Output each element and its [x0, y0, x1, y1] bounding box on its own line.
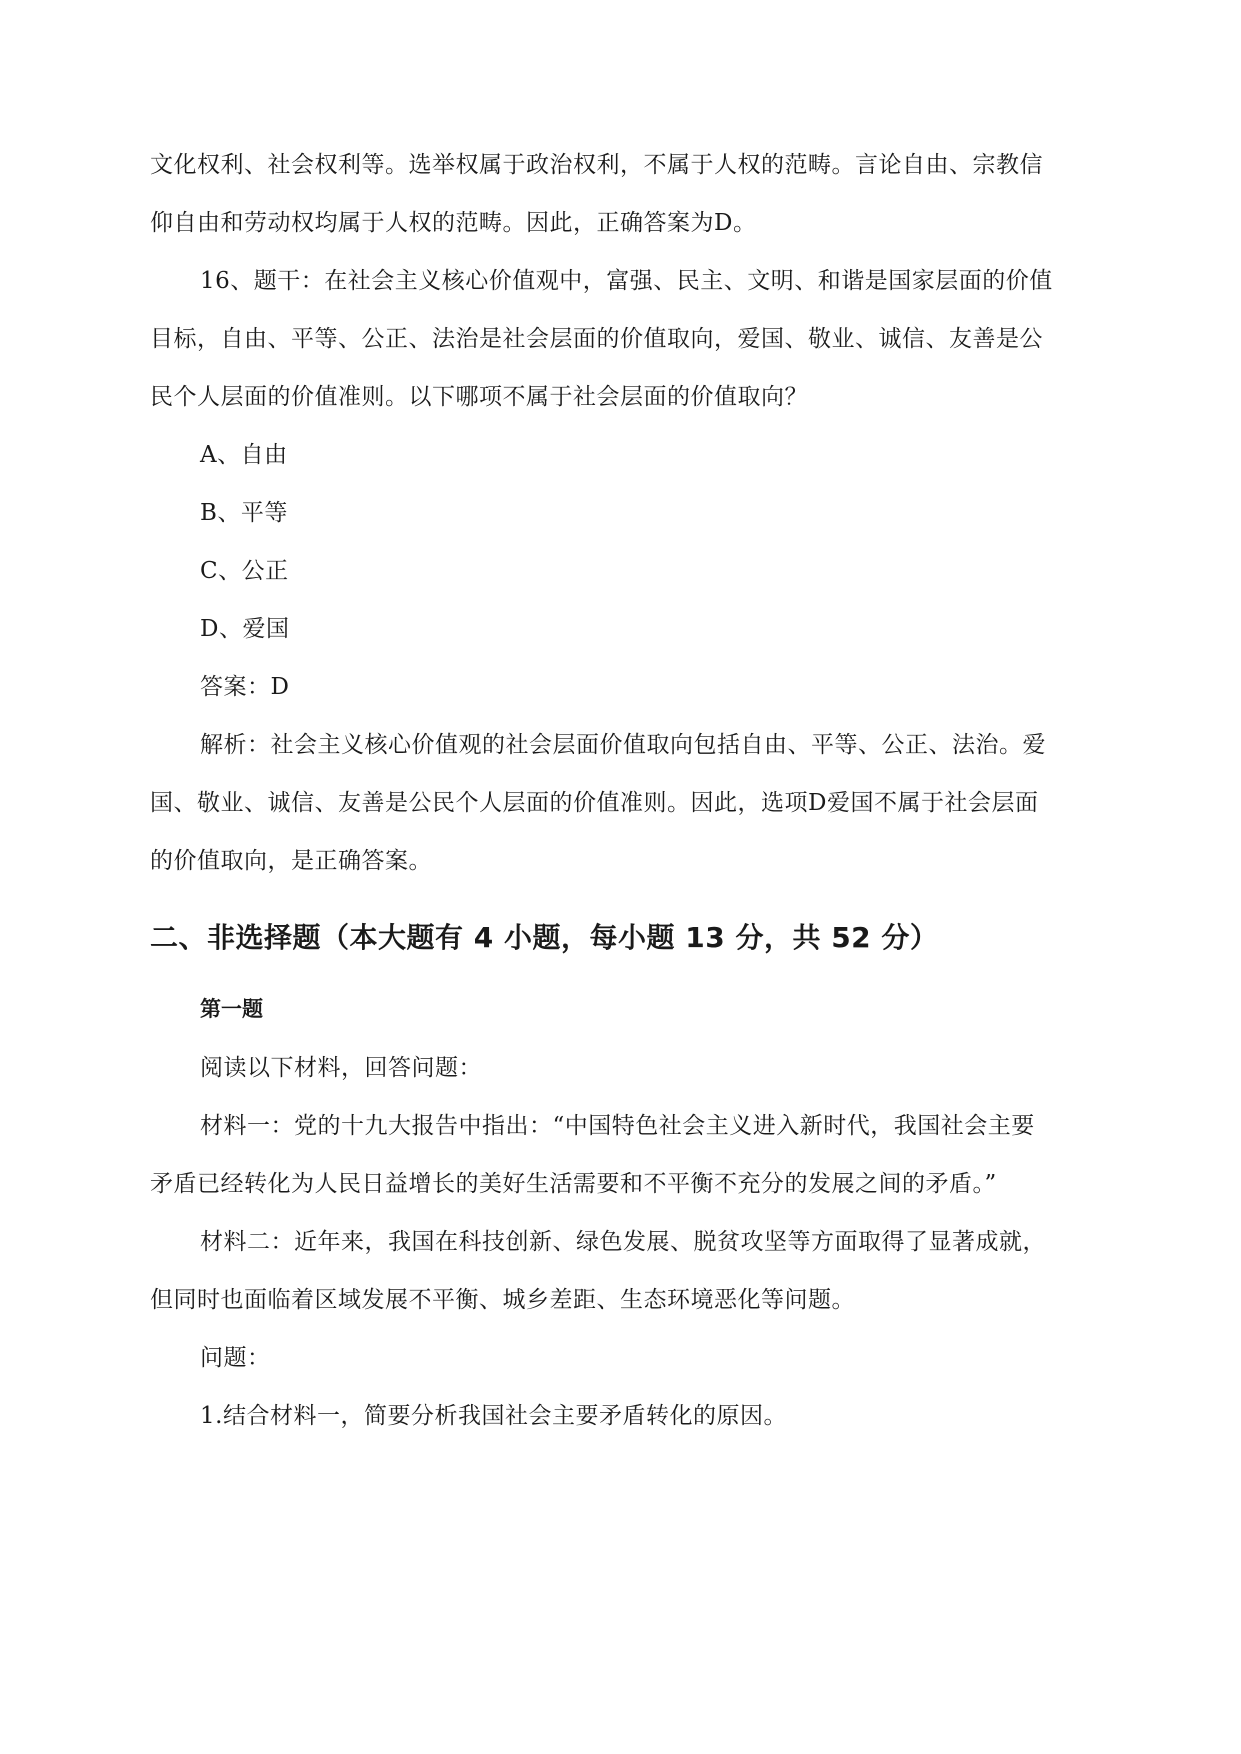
questions-label: 问题： — [200, 1345, 271, 1371]
explanation-line-2: 仰自由和劳动权均属于人权的范畴。因此，正确答案为D。 — [150, 210, 757, 236]
material-2-line-1: 材料二：近年来，我国在科技创新、绿色发展、脱贫攻坚等方面取得了显著成就， — [200, 1229, 1046, 1255]
question-16-answer: 答案：D — [200, 674, 290, 700]
section-2-question-1-title: 第一题 — [200, 997, 263, 1021]
section-2-heading: 二、非选择题（本大题有 4 小题，每小题 13 分，共 52 分） — [150, 921, 939, 954]
explanation-line-1: 文化权利、社会权利等。选举权属于政治权利，不属于人权的范畴。言论自由、宗教信 — [150, 152, 1043, 178]
question-16-stem-line-1: 16、题干：在社会主义核心价值观中，富强、民主、文明、和谐是国家层面的价值 — [200, 268, 1053, 294]
question-16-option-d: D、爱国 — [200, 616, 290, 642]
question-16-stem-line-3: 民个人层面的价值准则。以下哪项不属于社会层面的价值取向？ — [150, 384, 808, 410]
question-16-option-a: A、自由 — [200, 442, 288, 468]
material-1-line-2: 矛盾已经转化为人民日益增长的美好生活需要和不平衡不充分的发展之间的矛盾。” — [150, 1171, 997, 1197]
question-16-option-b: B、平等 — [200, 500, 288, 526]
question-16-option-c: C、公正 — [200, 558, 289, 584]
question-16-analysis-line-3: 的价值取向，是正确答案。 — [150, 848, 432, 874]
material-2-line-2: 但同时也面临着区域发展不平衡、城乡差距、生态环境恶化等问题。 — [150, 1287, 855, 1313]
material-1-line-1: 材料一：党的十九大报告中指出：“中国特色社会主义进入新时代，我国社会主要 — [200, 1113, 1035, 1139]
section-2-question-1-intro: 阅读以下材料，回答问题： — [200, 1055, 482, 1081]
question-16-analysis-line-1: 解析：社会主义核心价值观的社会层面价值取向包括自由、平等、公正、法治。爱 — [200, 732, 1046, 758]
question-16-analysis-line-2: 国、敬业、诚信、友善是公民个人层面的价值准则。因此，选项D爱国不属于社会层面 — [150, 790, 1039, 816]
sub-question-1: 1.结合材料一，简要分析我国社会主要矛盾转化的原因。 — [200, 1403, 787, 1429]
question-16-stem-line-2: 目标，自由、平等、公正、法治是社会层面的价值取向，爱国、敬业、诚信、友善是公 — [150, 326, 1043, 352]
